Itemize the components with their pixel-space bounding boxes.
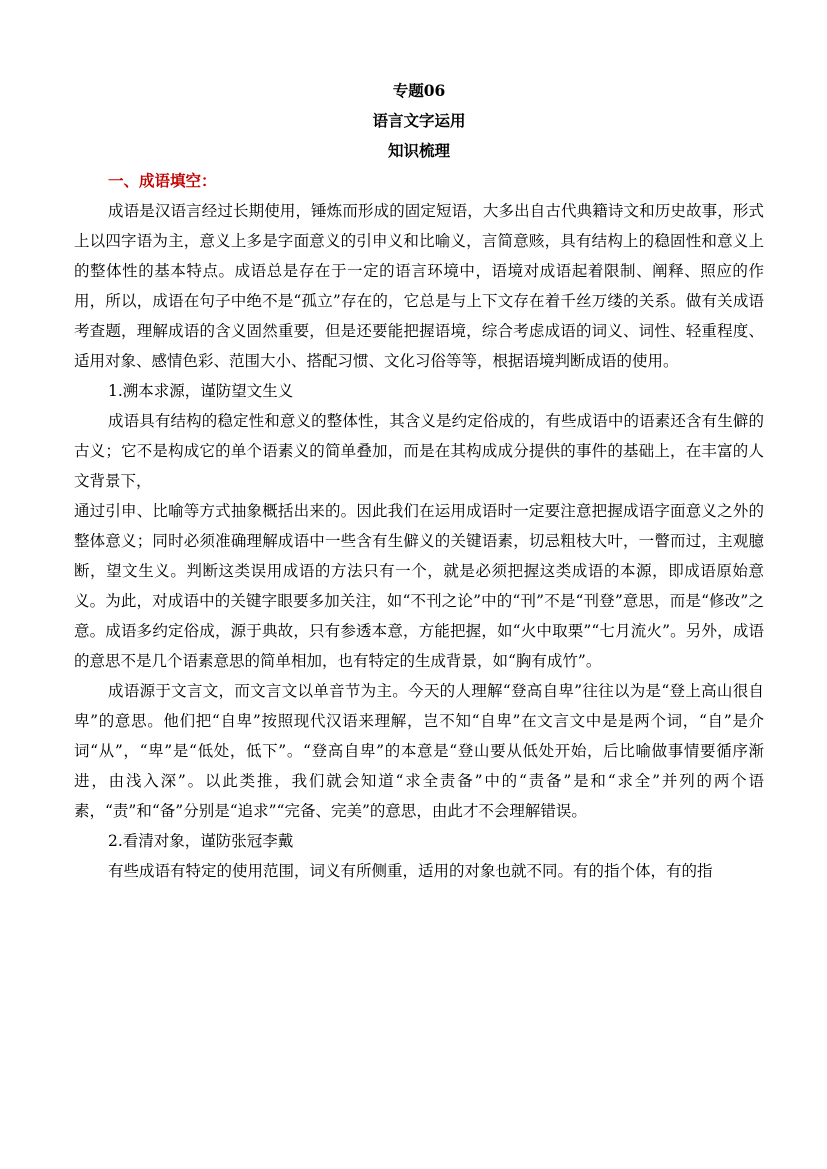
document-title: 语言文字运用 (372, 111, 466, 130)
paragraph-origin-continued: 通过引申、比喻等方式抽象概括出来的。因此我们在运用成语时一定要注意把握成语字面意义之外的整体意义；同时必须准确理解成语中一些含有生僻义的关键语素，切忌粗枝大叶，一瞥而过，主观臆断，望文生义。判断这类误用成语的方法只有一个，就是必须把握这类成语的本源，即成语原始意义。为此，对成语中的关键字眼要多加关注，如“不刊之论”中的“刊”不是“刊登”意思，而是“修改”之意。成语多约定俗成，源于典故，只有参透本意，方能把握，如“火中取栗”“七月流火”。另外，成语的意思不是几个语素意思的简单相加，也有特定的生成背景，如“胸有成竹”。 (74, 502, 764, 670)
subheading-1: 1.溯本求源，谨防望文生义 (108, 382, 294, 400)
document-page (74, 76, 764, 886)
subheading-2: 2.看清对象，谨防张冠李戴 (108, 832, 294, 850)
paragraph-intro: 成语是汉语言经过长期使用，锤炼而形成的固定短语，大多出自古代典籍诗文和历史故事，形式上以四字语为主，意义上多是字面意义的引申义和比喻义，言简意赅，具有结构上的稳固性和意义上的整体性的基本特点。成语总是存在于一定的语言环境中，语境对成语起着限制、阐释、照应的作用，所以，成语在句子中绝不是“孤立”存在的，它总是与上下文存在着千丝万缕的关系。做有关成语考查题，理解成语的含义固然重要，但是还要能把握语境，综合考虑成语的词义、词性、轻重程度、适用对象、感情色彩、范围大小、搭配习惯、文化习俗等等，根据语境判断成语的使用。 (74, 202, 764, 370)
topic-heading: 专题06 (392, 81, 446, 100)
section-title-idiom-fill: 一、成语填空： (108, 171, 217, 190)
paragraph-origin: 成语具有结构的稳定性和意义的整体性，其含义是约定俗成的，有些成语中的语素还含有生僻的古义；它不是构成它的单个语素义的简单叠加，而是在其构成成分提供的事件的基础上，在丰富的人文背景下， (74, 412, 764, 490)
document-subtitle: 知识梳理 (387, 141, 450, 160)
paragraph-classical: 成语源于文言文，而文言文以单音节为主。今天的人理解“登高自卑”往往以为是“登上高山很自卑”的意思。他们把“自卑”按照现代汉语来理解，岂不知“自卑”在文言文中是是两个词，“自”是介词“从”，“卑”是“低处，低下”。“登高自卑”的本意是“登山要从低处开始，后比喻做事情要循序渐进，由浅入深”。以此类推，我们就会知道“求全责备”中的“责备”是和“求全”并列的两个语素，“责”和“备”分别是“追求”“完备、完美”的意思，由此才不会理解错误。 (74, 682, 764, 820)
paragraph-usage-scope: 有些成语有特定的使用范围，词义有所侧重，适用的对象也就不同。有的指个体，有的指 (108, 862, 713, 880)
